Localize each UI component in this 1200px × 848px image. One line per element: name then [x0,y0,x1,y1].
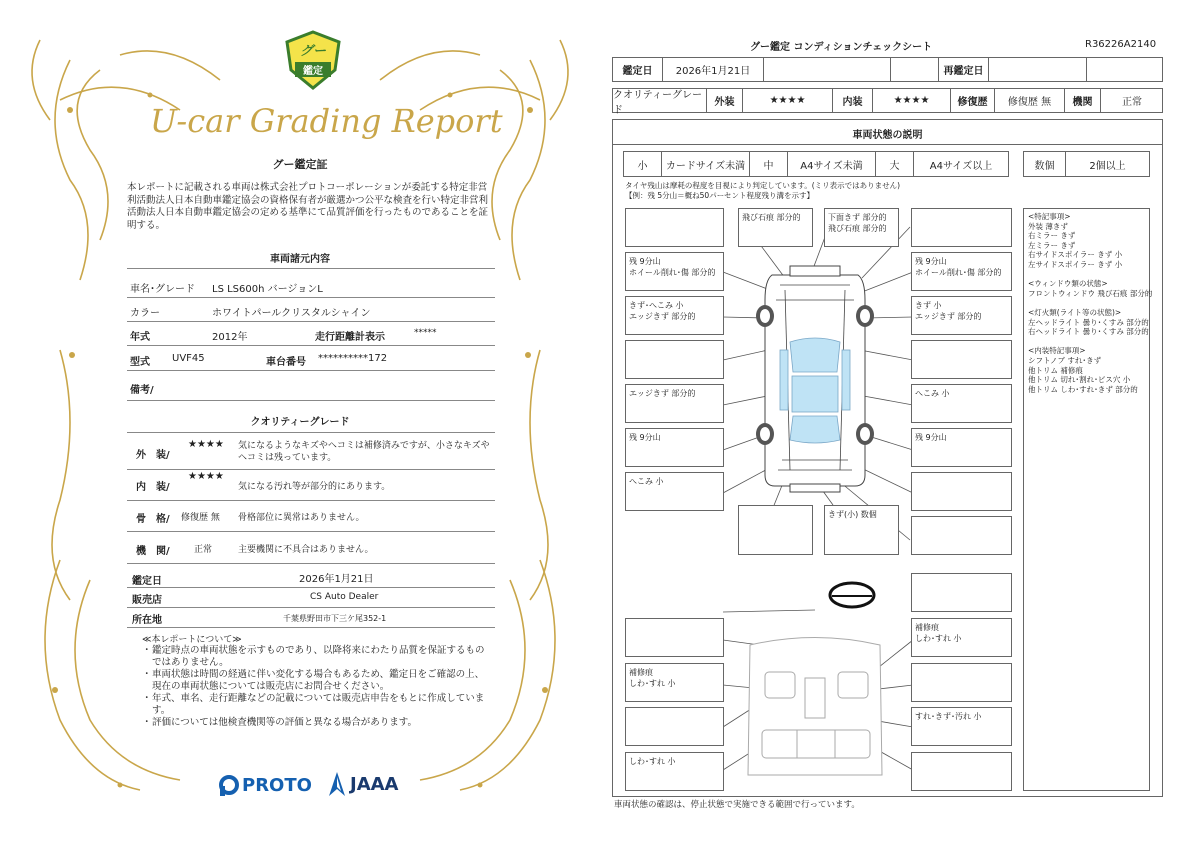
note-item: ・ 鑑定時点の車両状態を示すものであり、以降将来にわたり品質を保証するものではありません。 [142,645,485,668]
callout-box [911,472,1012,511]
callout-box [738,208,813,247]
note-item: ・ 評価については他検査機関等の評価と異なる場合があります。 [142,717,418,728]
badge-top-text: グー [299,44,326,59]
callout-box [911,573,1012,612]
callout-r-rear-seat: すれ･きず･汚れ 小 [915,712,982,721]
engine-comment: 主要機関に不具合はありません。 [238,545,374,555]
address-value: 千葉県野田市下三ケ尾352-1 [283,614,387,623]
mileage-value: ***** [414,328,437,338]
sheet-title: グー鑑定 コンディションチェックシート [750,42,933,53]
count-label: 数個 [1034,160,1055,172]
jaaa-logo [328,770,399,798]
appraisal-date-label: 鑑定日 [132,576,162,587]
exterior-stars: ★★★★ [188,439,224,450]
tire-note-1: タイヤ残山は摩耗の程度を目視により判定しています。(ミリ表示ではありません) [625,181,901,190]
sheet-engine-label: 機関 [1072,97,1093,108]
callout-box [625,208,724,247]
tire-note-2: 【例：残 5分山＝概ね50パーセント程度残り溝を示す】 [625,191,815,200]
steering-wheel-icon [830,583,874,607]
callout-box [911,296,1012,335]
sheet-int-label: 内装 [842,97,863,108]
frame-value: 修復歴 無 [181,513,220,523]
callout-r-fender: きず 小 エッジきず 部分的 [915,301,982,321]
callout-box [625,663,724,702]
sheet-int-stars: ★★★★ [893,95,930,106]
car-name-value: LS LS600h バージョンL [212,284,323,295]
callout-box [625,384,724,423]
callout-box [911,752,1012,791]
callout-box [911,208,1012,247]
goo-kantei-badge [285,30,341,90]
sheet-repair-value: 修復歴 無 [1007,97,1052,108]
callout-box [824,208,899,247]
frame-comment: 骨格部位に異常はありません。 [238,513,365,523]
count-desc: 2個以上 [1089,160,1126,172]
exterior-comment: 気になるようなキズやヘコミは補修済みですが、小さなキズやヘコミは残っています。 [238,441,490,463]
callout-box [625,340,724,379]
callout-l-door: エッジきず 部分的 [629,389,696,398]
size-large-label: 大 [889,160,900,172]
car-name-label: 車名･グレード [130,284,195,295]
notes-title: ≪本レポートについて≫ [142,635,242,645]
frame-label: 骨 格/ [136,514,170,525]
sheet-ext-stars: ★★★★ [769,95,806,106]
badge-main-text: 鑑定 [295,62,331,77]
condition-check-sheet [600,0,1200,848]
notes-list [142,645,490,729]
sheet-ext-label: 外装 [714,97,735,108]
redate-label: 再鑑定日 [943,66,984,77]
callout-rf-wheel: 残 9分山 ホイール削れ･傷 部分的 [915,257,1002,277]
certificate-title: グー鑑定証 [272,158,328,171]
callout-under-bumper: 下面きず 部分的 飛び石痕 部分的 [828,213,887,233]
callout-r-seat: 補修痕 しわ･すれ 小 [915,623,962,643]
callout-box [911,428,1012,467]
callout-box [824,505,899,555]
callout-box [625,618,724,657]
dealer-value: CS Auto Dealer [310,592,379,602]
report-title: U-car Grading Report [150,102,503,140]
proto-logo-text: PROTO [242,774,312,796]
callout-r-door: へこみ 小 [915,389,950,398]
engine-label: 機 関/ [136,546,170,557]
year-value: 2012年 [212,332,248,343]
callout-l-fender: きず･へこみ 小 エッジきず 部分的 [629,301,696,321]
chassis-value: **********172 [318,353,388,364]
proto-logo [218,772,312,798]
callout-rr-tire: 残 9分山 [915,433,947,442]
callout-box [625,428,724,467]
callout-box [625,752,724,791]
specs-title: 車両諸元内容 [270,254,330,265]
address-label: 所在地 [132,615,162,626]
callout-box [911,618,1012,657]
date-value: 2026年1月21日 [675,66,751,77]
callout-box [911,384,1012,423]
callout-box [911,252,1012,291]
size-mid-desc: A4サイズ未満 [800,160,863,172]
special-notes-list: <特記事項> 外装 薄きず 右ミラー きず 左ミラー きず 右サイドスポイラー きず 小 左サイドスポイラー きず 小 <ウィンドウ類の状態> フロントウィンドウ 飛び石痕 部分的 <灯火類(ライト等の状態)> 左ヘッドライト 曇り･くすみ 部分的 右ヘッドライト 曇り･くすみ 部分的 <内装特記事項> シフトノブ すれ･きず 他トリム 補修痕 他トリム 切れ･割れ･ビス穴 小 他トリム しわ･すれ･きず 部分的 [1028,212,1153,394]
footer-note: 車両状態の確認は、停止状態で実施できる範囲で行っています。 [614,800,860,810]
callout-front-chip: 飛び石痕 部分的 [742,213,801,222]
callout-box [738,505,813,555]
remarks-label: 備考/ [130,385,154,396]
callout-lr-tire: 残 9分山 [629,433,661,442]
color-value: ホワイトパールクリスタルシャイン [212,308,371,319]
sheet-engine-value: 正常 [1122,97,1142,108]
note-item: ・ 年式、車名、走行距離などの記載については販売店申告をもとに作成しています。 [142,693,485,716]
qg-label: クオリティーグレード [613,89,702,116]
certificate-intro: 本レポートに記載される車両は株式会社プロトコーポレーションが委託する特定非営利活動法人日本自動車鑑定協会の資格保有者が厳選かつ公平な検査を行い特定非営利活動法人日本自動車鑑定協会の定める基準にて品質評価を行ったものであることを証明する。 [127,182,489,231]
size-small-label: 小 [637,160,648,172]
size-large-desc: A4サイズ以上 [929,160,993,172]
document-id: R36226A2140 [1085,39,1157,50]
callout-rear: きず(小) 数個 [828,510,877,519]
sheet-repair-label: 修復歴 [957,97,988,108]
exterior-label: 外 装/ [136,450,170,461]
size-small-desc: カードサイズ未満 [665,160,746,172]
special-notes-panel [1023,208,1153,791]
callout-lf-wheel: 残 9分山 ホイール削れ･傷 部分的 [629,257,716,277]
interior-label: 内 装/ [136,482,170,493]
model-value: UVF45 [172,353,205,364]
mileage-label: 走行距離計表示 [315,332,385,343]
dealer-label: 販売店 [132,595,162,606]
callout-box [911,516,1012,555]
jaaa-logo-text: JAAA [350,773,399,795]
badge-shield-icon [285,30,341,90]
chassis-label: 車台番号 [266,357,306,368]
callout-box [911,340,1012,379]
year-label: 年式 [130,332,150,343]
callout-box [911,707,1012,746]
interior-stars: ★★★★ [188,471,224,482]
callout-box [625,296,724,335]
callout-box [625,472,724,511]
callout-l-rear-seat: しわ･すれ 小 [629,757,676,766]
callout-box [911,663,1012,702]
quality-title: クオリティーグレード [250,417,350,428]
engine-value: 正常 [194,545,213,555]
note-item: ・ 車両状態は時間の経過に伴い変化する場合もあるため、鑑定日をご確認の上、現在の車両状態については販売店にお問合せください。 [142,669,485,692]
callout-l-rear: へこみ 小 [629,477,664,486]
color-label: カラー [130,308,160,319]
callout-box [625,707,724,746]
proto-mark-icon [218,774,240,796]
date-label: 鑑定日 [622,66,653,77]
size-mid-label: 中 [763,160,774,172]
appraisal-date-value: 2026年1月21日 [299,574,374,585]
jaaa-mark-icon [328,771,346,797]
callout-box [625,252,724,291]
section-title: 車両状態の説明 [852,130,923,141]
interior-comment: 気になる汚れ等が部分的にあります。 [238,482,391,492]
callout-l-seat: 補修痕 しわ･すれ 小 [629,668,676,688]
model-label: 型式 [130,357,150,368]
